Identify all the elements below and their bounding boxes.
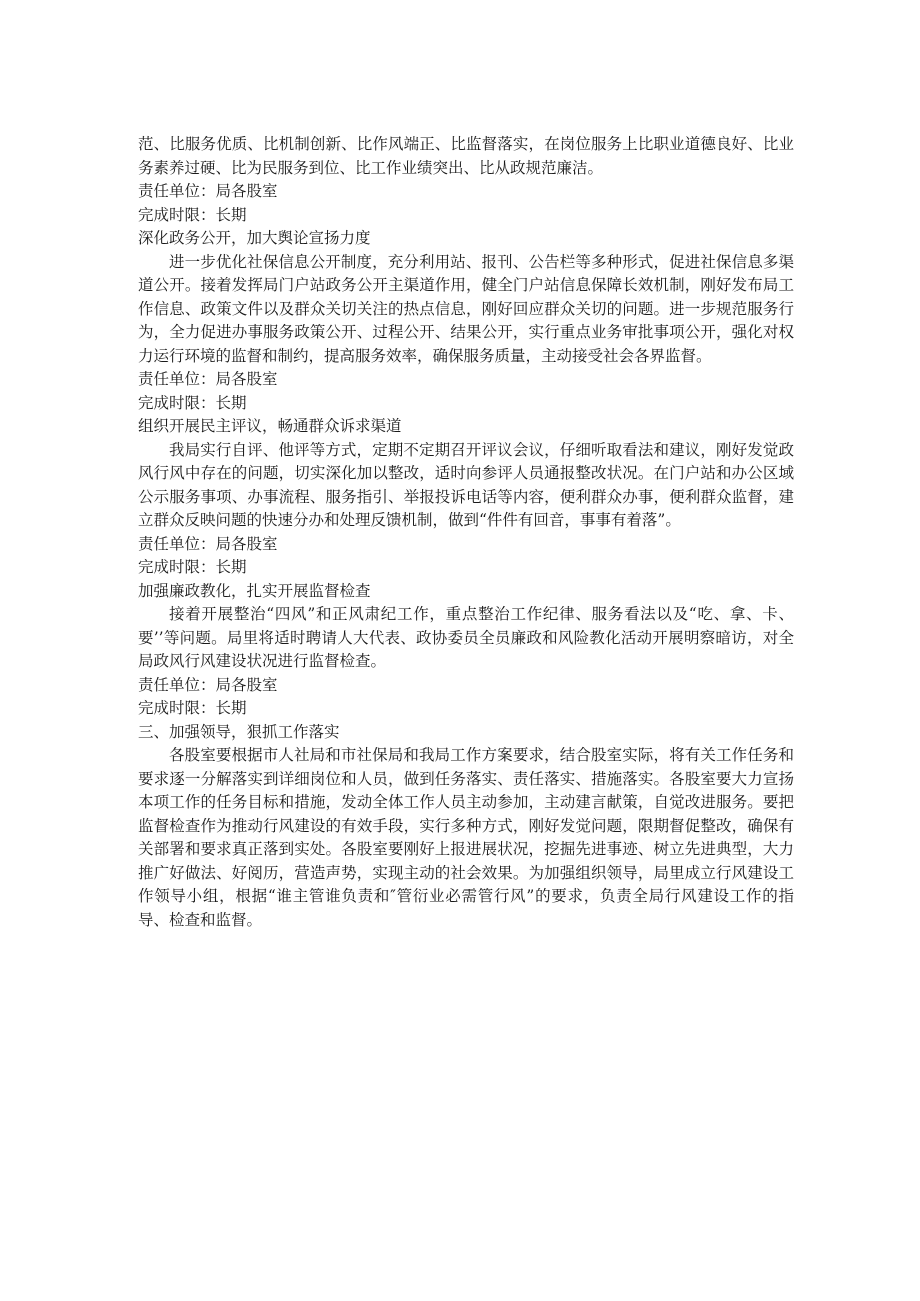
section-heading: 加强廉政教化，扎实开展监督检查: [138, 581, 371, 600]
deadline: 完成时限：长期: [138, 699, 247, 717]
section-heading: 深化政务公开，加大舆论宣扬力度: [138, 229, 371, 247]
body-paragraph: 各股室要根据市人社局和市社保局和我局工作方案要求，结合股室实际，将有关工作任务和要求逐一分解落实到详细岗位和人员，做到任务落实、责任落实、措施落实。各股室要大力宣扬本项工作的任务目标和措施，发动全体工作人员主动参加，主动建言献策，自觉改进服务。要把监督检查作为推动行风建设的有效手段，实行多种方式，刚好发觉问题，限期督促整改，确保有关部署和要求真正落到实处。各股室要刚好上报进展状况，挖掘先进事迹、树立先进典型，大力推广好做法、好阅历，营造声势，实现主动的社会效果。为加强组织领导，局里成立行风建设工作领导小组，根据“谁主管谁负责和″管衍业必需管行风”的要求，负责全局行风建设工作的指导、检查和监督。: [138, 746, 794, 929]
section-heading: 组织开展民主评议，畅通群众诉求渠道: [138, 417, 402, 435]
deadline: 完成时限：长期: [138, 393, 247, 412]
document-body: [138, 133, 794, 932]
body-paragraph: 我局实行自评、他评等方式，定期不定期召开评议会议，仔细听取看法和建议，刚好发觉政风行风中存在的问题，切实深化加以整改，适时向参评人员通报整改状况。在门户站和办公区域公示服务事项、办事流程、服务指引、举报投诉电话等内容，便利群众办事，便利群众监督，建立群众反映问题的快速分办和处理反馈机制，做到“件件有回音，事事有着落”。: [138, 440, 794, 529]
body-paragraph: 接着开展整治“四风”和正风肃纪工作，重点整治工作纪律、服务看法以及“吃、拿、卡、要’’等问题。局里将适时聘请人大代表、政协委员全员廉政和风险教化活动开展明察暗访，对全局政风行风建设状况进行监督检查。: [138, 605, 794, 670]
section-heading: 三、加强领导，狠抓工作落实: [138, 722, 340, 741]
responsible-unit: 责任单位：局各股室: [138, 182, 278, 200]
body-paragraph: 进一步优化社保信息公开制度，充分利用站、报刊、公告栏等多种形式，促进社保信息多渠道公开。接着发挥局门户站政务公开主渠道作用，健全门户站信息保障长效机制，刚好发布局工作信息、政策文件以及群众关切关注的热点信息，刚好回应群众关切的问题。进一步规范服务行为，全力促进办事服务政策公开、过程公开、结果公开，实行重点业务审批事项公开，强化对权力运行环境的监督和制约，提高服务效率，确保服务质量，主动接受社会各界监督。: [138, 252, 794, 365]
responsible-unit: 责任单位：局各股室: [138, 370, 278, 388]
deadline: 完成时限：长期: [138, 205, 247, 224]
deadline: 完成时限：长期: [138, 558, 247, 576]
responsible-unit: 责任单位：局各股室: [138, 534, 278, 553]
responsible-unit: 责任单位：局各股室: [138, 675, 278, 694]
continuation-paragraph: 范、比服务优质、比机制创新、比作风端正、比监督落实，在岗位服务上比职业道德良好、比业务素养过硬、比为民服务到位、比工作业绩突出、比从政规范廉洁。: [138, 135, 794, 177]
